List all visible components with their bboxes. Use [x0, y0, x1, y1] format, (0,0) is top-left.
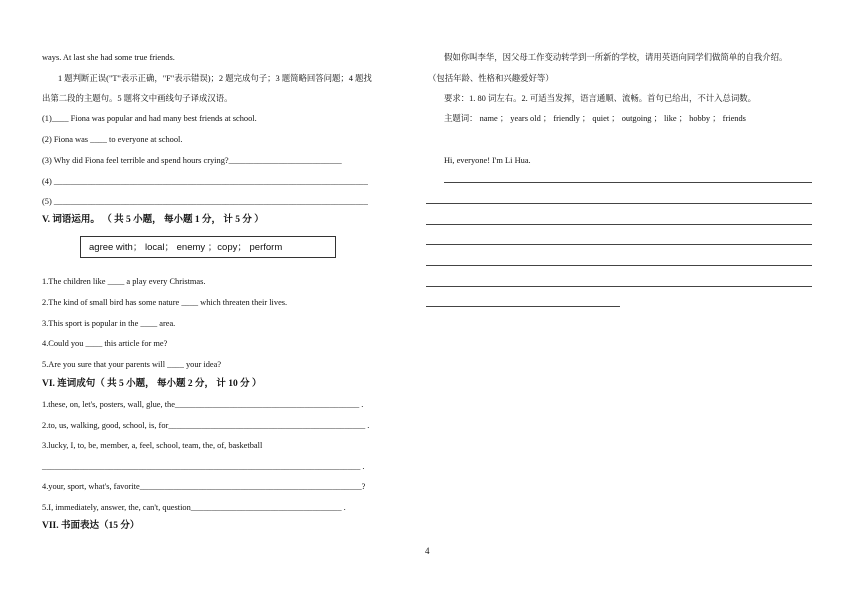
writing-prompt-line1: 假如你叫李华，因父母工作变动转学到一所新的学校，请用英语向同学们做简单的自我介绍。 — [444, 53, 788, 62]
section-6-title: VI. 连词成句（ 共 5 小题， 每小题 2 分， 计 10 分 ） — [42, 379, 262, 389]
reading-question-4: (4) ___________________________________________________________________________ — [42, 177, 368, 186]
writing-line-3 — [426, 224, 812, 225]
vocab-question-4: 4.Could you ____ this article for me? — [42, 339, 168, 348]
reading-instructions-line2: 出第二段的主题句。5 题将文中画线句子译成汉语。 — [42, 94, 233, 103]
section-5-title: V. 词语运用。 （ 共 5 小题， 每小题 1 分， 计 5 分 ） — [42, 215, 264, 225]
reading-question-3: (3) Why did Fiona feel terrible and spend hours crying?___________________________ — [42, 156, 342, 165]
reading-question-5: (5) ___________________________________________________________________________ — [42, 197, 368, 206]
word-bank-box: agree with； local； enemy ；copy； perform — [80, 236, 336, 258]
sentence-question-5: 5.I, immediately, answer, the, can't, question____________________________________ . — [42, 503, 346, 512]
reading-instructions-line1: 1 题判断正误("T"表示正确，"F"表示错误)；2 题完成句子；3 题简略回答问题；4 题找 — [58, 74, 372, 83]
writing-line-2 — [426, 203, 812, 204]
writing-prompt-line2: （包括年龄、性格和兴趣爱好等） — [428, 74, 554, 83]
vocab-question-5: 5.Are you sure that your parents will ____ your idea? — [42, 360, 222, 369]
reading-question-2: (2) Fiona was ____ to everyone at school. — [42, 135, 183, 144]
section-7-title: VII. 书面表达（15 分） — [42, 521, 140, 531]
writing-line-6 — [426, 286, 812, 287]
writing-line-7 — [426, 306, 620, 307]
sentence-question-3: 3.lucky, I, to, be, member, a, feel, school, team, the, of, basketball — [42, 441, 263, 450]
reading-text-ending: ways. At last she had some true friends. — [42, 53, 175, 62]
writing-line-4 — [426, 244, 812, 245]
vocab-question-2: 2.The kind of small bird has some nature ____ which threaten their lives. — [42, 298, 288, 307]
sentence-question-4: 4.your, sport, what's, favorite_____________________________________________________? — [42, 482, 366, 491]
sentence-question-3-answer-line: ____________________________________________________________________________ . — [42, 462, 365, 471]
writing-keywords: 主题词： name ； years old ； friendly ； quiet ； outgoing ； like ； hobby ； friends — [444, 114, 746, 123]
page-number: 4 — [425, 546, 430, 556]
reading-question-1: (1)____ Fiona was popular and had many best friends at school. — [42, 114, 257, 123]
writing-line-1 — [444, 182, 812, 183]
writing-requirements: 要求：1. 80 词左右。2. 可适当发挥，语言通顺、流畅。首句已给出，不计入总词数。 — [444, 94, 756, 103]
vocab-question-3: 3.This sport is popular in the ____ area. — [42, 319, 176, 328]
sentence-question-1: 1.these, on, let's, posters, wall, glue, the____________________________________________ . — [42, 400, 364, 409]
writing-line-5 — [426, 265, 812, 266]
sentence-question-2: 2.to, us, walking, good, school, is, for_______________________________________________ . — [42, 421, 370, 430]
vocab-question-1: 1.The children like ____ a play every Christmas. — [42, 277, 206, 286]
writing-opening-sentence: Hi, everyone! I'm Li Hua. — [444, 156, 531, 165]
